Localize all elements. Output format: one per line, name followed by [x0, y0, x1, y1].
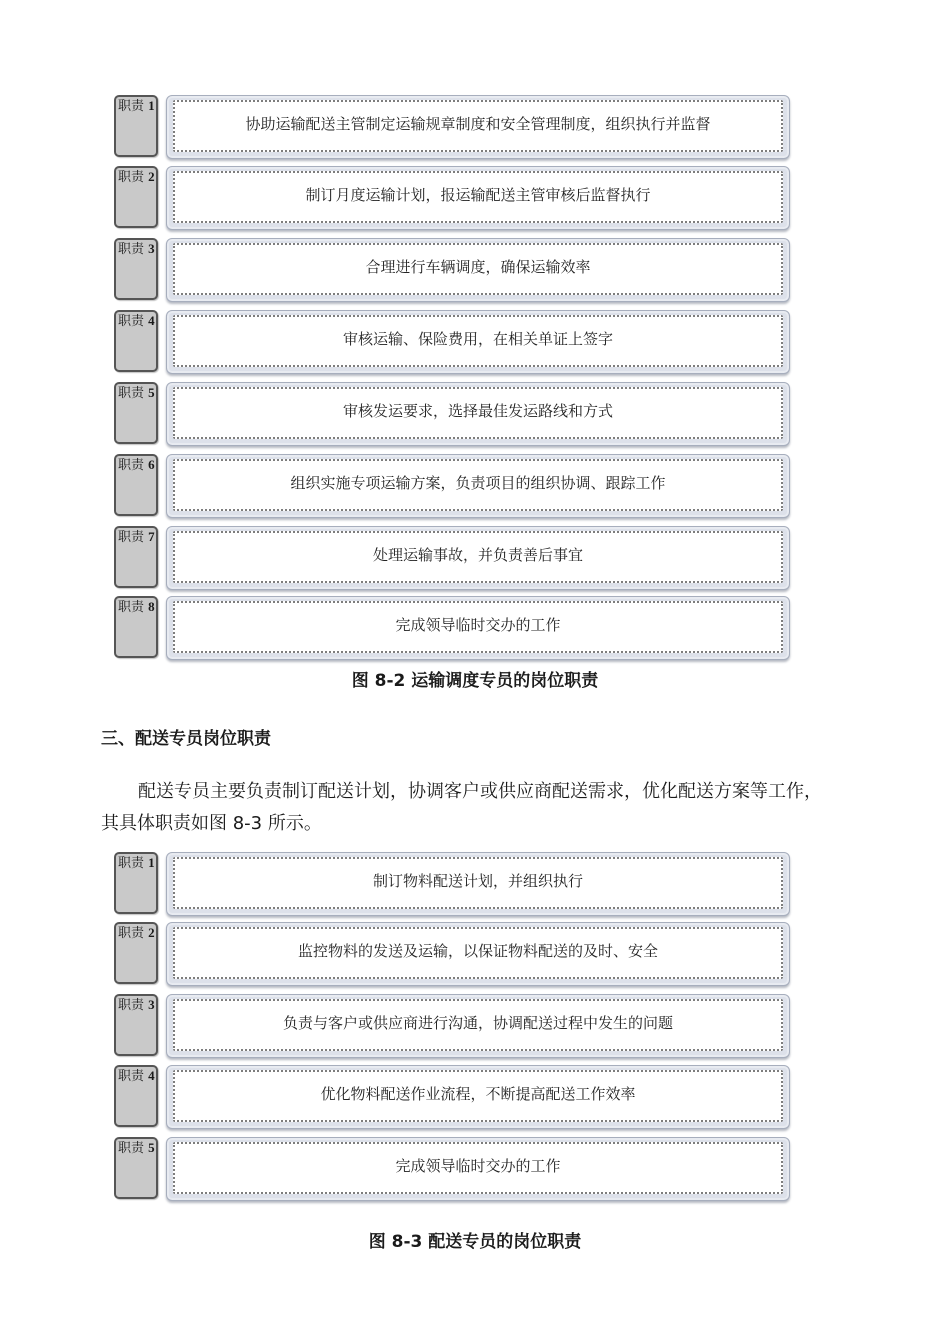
duty-tag-number: 3 — [148, 997, 155, 1012]
duty-tag-number: 1 — [148, 98, 155, 113]
duty-row-4 — [114, 1065, 790, 1131]
duty-tag-number: 7 — [148, 529, 155, 544]
duty-box — [166, 1065, 790, 1129]
duty-tag — [114, 852, 158, 914]
duty-tag — [114, 526, 158, 588]
duty-box — [166, 95, 790, 159]
duty-tag-word: 职责 — [118, 998, 145, 1013]
duty-text: 处理运输事故，并负责善后事宜 — [173, 531, 783, 583]
duty-text: 协助运输配送主管制定运输规章制度和安全管理制度，组织执行并监督 — [173, 100, 783, 152]
duty-box — [166, 310, 790, 374]
duty-box — [166, 596, 790, 660]
duty-row-4 — [114, 310, 790, 376]
duty-text: 完成领导临时交办的工作 — [173, 1142, 783, 1194]
duty-tag-word: 职责 — [118, 600, 145, 615]
duty-text: 制订物料配送计划，并组织执行 — [173, 857, 783, 909]
duty-tag-word: 职责 — [118, 1141, 145, 1156]
duty-row-3 — [114, 238, 790, 304]
duty-text: 组织实施专项运输方案，负责项目的组织协调、跟踪工作 — [173, 459, 783, 511]
duty-text: 制订月度运输计划，报运输配送主管审核后监督执行 — [173, 171, 783, 223]
duty-tag-number: 5 — [148, 1140, 155, 1155]
section-heading: 三、配送专员岗位职责 — [101, 729, 271, 749]
duty-row-7 — [114, 526, 790, 592]
paragraph-line-1: 配送专员主要负责制订配送计划，协调客户或供应商配送需求，优化配送方案等工作， — [138, 781, 822, 802]
duty-row-1 — [114, 852, 790, 918]
duty-tag — [114, 596, 158, 658]
duty-tag-word: 职责 — [118, 856, 145, 871]
duty-text: 监控物料的发送及运输，以保证物料配送的及时、安全 — [173, 927, 783, 979]
duty-text: 优化物料配送作业流程，不断提高配送工作效率 — [173, 1070, 783, 1122]
duty-box — [166, 238, 790, 302]
duty-tag — [114, 310, 158, 372]
duty-tag-number: 2 — [148, 925, 155, 940]
duty-tag-word: 职责 — [118, 458, 145, 473]
duty-box — [166, 922, 790, 986]
duty-tag — [114, 1065, 158, 1127]
duty-box — [166, 852, 790, 916]
duty-tag — [114, 382, 158, 444]
duty-tag — [114, 166, 158, 228]
duty-tag-number: 4 — [148, 1068, 155, 1083]
duty-text: 负责与客户或供应商进行沟通，协调配送过程中发生的问题 — [173, 999, 783, 1051]
duty-row-5 — [114, 382, 790, 448]
duty-tag-word: 职责 — [118, 386, 145, 401]
duty-tag-word: 职责 — [118, 170, 145, 185]
duty-row-2 — [114, 166, 790, 232]
duty-tag-number: 5 — [148, 385, 155, 400]
duty-box — [166, 994, 790, 1058]
duty-text: 合理进行车辆调度，确保运输效率 — [173, 243, 783, 295]
duty-row-3 — [114, 994, 790, 1060]
duty-tag — [114, 1137, 158, 1199]
duty-tag-number: 8 — [148, 599, 155, 614]
duty-tag-word: 职责 — [118, 242, 145, 257]
duty-row-6 — [114, 454, 790, 520]
duty-text: 审核发运要求，选择最佳发运路线和方式 — [173, 387, 783, 439]
duty-text: 完成领导临时交办的工作 — [173, 601, 783, 653]
duty-tag-word: 职责 — [118, 99, 145, 114]
duty-box — [166, 166, 790, 230]
duty-tag-word: 职责 — [118, 530, 145, 545]
duty-tag-number: 3 — [148, 241, 155, 256]
duty-tag — [114, 95, 158, 157]
duty-tag-number: 6 — [148, 457, 155, 472]
duty-row-1 — [114, 95, 790, 161]
duty-tag — [114, 238, 158, 300]
duty-box — [166, 526, 790, 590]
duty-tag-number: 4 — [148, 313, 155, 328]
duty-box — [166, 1137, 790, 1201]
figure-8-3-caption: 图 8-3 配送专员的岗位职责 — [368, 1232, 582, 1252]
duty-row-5 — [114, 1137, 790, 1203]
duty-tag-number: 2 — [148, 169, 155, 184]
figure-8-2-caption: 图 8-2 运输调度专员的岗位职责 — [351, 671, 599, 691]
duty-tag — [114, 454, 158, 516]
duty-box — [166, 382, 790, 446]
duty-tag-word: 职责 — [118, 314, 145, 329]
body-paragraph — [101, 776, 881, 840]
duty-tag — [114, 994, 158, 1056]
duty-tag-word: 职责 — [118, 1069, 145, 1084]
duty-row-2 — [114, 922, 790, 988]
paragraph-line-2: 其具体职责如图 8-3 所示。 — [101, 813, 322, 834]
duty-text: 审核运输、保险费用，在相关单证上签字 — [173, 315, 783, 367]
duty-row-8 — [114, 596, 790, 662]
duty-box — [166, 454, 790, 518]
duty-tag — [114, 922, 158, 984]
duty-tag-word: 职责 — [118, 926, 145, 941]
duty-tag-number: 1 — [148, 855, 155, 870]
